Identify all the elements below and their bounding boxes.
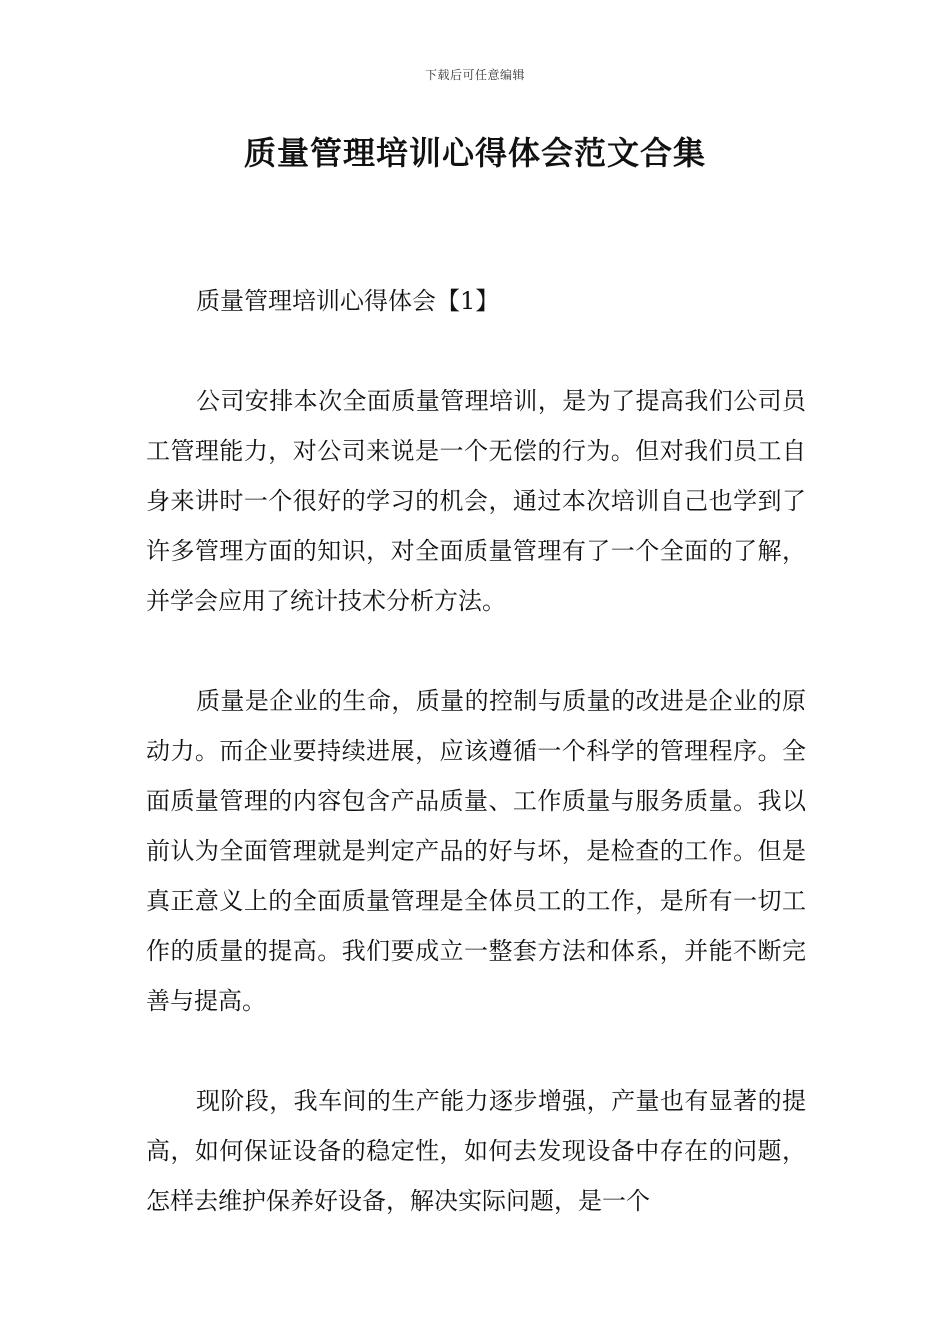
section-heading: 质量管理培训心得体会【1】: [196, 287, 500, 315]
document-title: 质量管理培训心得体会范文合集: [243, 134, 706, 172]
header-note: 下载后可任意编辑: [424, 68, 525, 82]
paragraph-2: 质量是企业的生命，质量的控制与质量的改进是企业的原动力。而企业要持续进展，应该遵循一个科学的管理程序。全面质量管理的内容包含产品质量、工作质量与服务质量。我以前认为全面管理就是判定产品的好与坏，是检查的工作。但是真正意义上的全面质量管理是全体员工的工作，是所有一切工作的质量的提高。我们要成立一整套方法和体系，并能不断完善与提高。: [146, 687, 806, 1015]
document-body: [146, 276, 806, 1276]
paragraph-1: 公司安排本次全面质量管理培训，是为了提高我们公司员工管理能力，对公司来说是一个无偿的行为。但对我们员工自身来讲时一个很好的学习的机会，通过本次培训自己也学到了许多管理方面的知识，对全面质量管理有了一个全面的了解，并学会应用了统计技术分析方法。: [146, 387, 806, 615]
paragraph-3: 现阶段，我车间的生产能力逐步增强，产量也有显著的提高，如何保证设备的稳定性，如何去发现设备中存在的问题，怎样去维护保养好设备，解决实际问题，是一个: [146, 1087, 806, 1215]
